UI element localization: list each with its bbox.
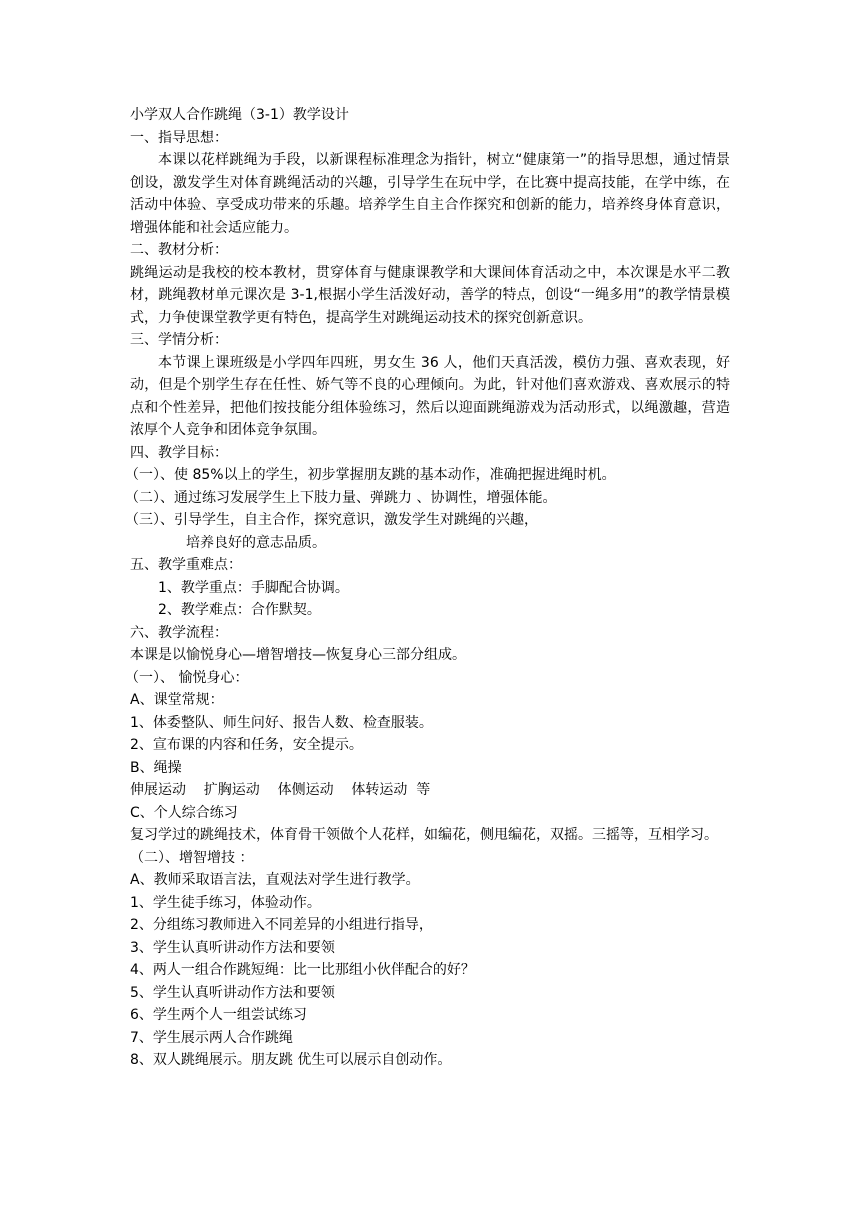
section-heading-teaching-process: 六、教学流程： (130, 624, 228, 641)
section-heading-student-analysis: 三、学情分析： (130, 332, 228, 348)
document-title: 小学双人合作跳绳（3-1）教学设计 (130, 107, 349, 123)
subheading-class-routine: A、课堂常规： (130, 692, 224, 708)
list-item: 7、学生展示两人合作跳绳 (130, 1029, 293, 1046)
list-item: 3、学生认真听讲动作方法和要领 (130, 939, 335, 956)
list-item: 8、双人跳绳展示。朋友跳 优生可以展示自创动作。 (130, 1052, 452, 1068)
section-heading-guiding-ideology: 一、指导思想： (130, 129, 228, 146)
rope-exercise-list: 伸展运动 扩胸运动 体侧运动 体转运动 等 (130, 782, 431, 798)
individual-practice-body: 复习学过的跳绳技术，体育骨干领做个人花样，如编花，侧甩编花，双摇。三摇等，互相学习。 (130, 827, 718, 843)
teaching-goal-2: （二）、通过练习发展学生上下肢力量、弹跳力 、协调性，增强体能。 (125, 489, 557, 506)
section-heading-key-points: 五、教学重难点： (130, 557, 242, 573)
list-item: 1、体委整队、师生问好、报告人数、检查服装。 (130, 714, 433, 731)
list-item: 4、两人一组合作跳短绳：比一比那组小伙伴配合的好？ (130, 962, 475, 978)
part-heading-skill-building: （二）、增智增技 ： (130, 849, 254, 866)
list-item: 1、学生徒手练习，体验动作。 (130, 894, 321, 911)
subheading-rope-exercise: B、绳操 (130, 759, 182, 776)
teaching-goal-1: （一）、使 85%以上的学生，初步掌握朋友跳的基本动作，准确把握进绳时机。 (125, 467, 616, 483)
section-heading-material-analysis: 二、教材分析： (130, 242, 228, 258)
section-body-material-analysis: 跳绳运动是我校的校本教材，贯穿体育与健康课教学和大课间体育活动之中，本次课是水平二教材，跳绳教材单元课次是 3-1,根据小学生活泼好动，善学的特点，创设“一绳多用”的教学情景模式，力争使课堂教学更有特色，提高学生对跳绳运动技术的探究创新意识。 (130, 264, 730, 326)
list-item: 5、学生认真听讲动作方法和要领 (130, 984, 335, 1001)
list-item: 2、分组练习教师进入不同差异的小组进行指导， (130, 917, 433, 933)
subheading-teaching-method: A、教师采取语言法，直观法对学生进行教学。 (130, 872, 420, 888)
teaching-goal-3: （三）、引导学生，自主合作，探究意识，激发学生对跳绳的兴趣， (125, 512, 538, 528)
list-item: 6、学生两个人一组尝试练习 (130, 1007, 307, 1023)
document-page (125, 104, 730, 1072)
difficulty-item: 2、教学难点：合作默契。 (158, 602, 321, 618)
key-point-item: 1、教学重点：手脚配合协调。 (158, 579, 349, 596)
section-heading-teaching-goals: 四、教学目标： (130, 444, 228, 461)
list-item: 2、宣布课的内容和任务，安全提示。 (130, 737, 363, 753)
teaching-goal-3-continued: 培养良好的意志品质。 (186, 534, 326, 551)
teaching-process-intro: 本课是以愉悦身心—增智增技—恢复身心三部分组成。 (130, 647, 466, 663)
section-body-student-analysis: 本节课上课班级是小学四年四班，男女生 36 人，他们天真活泼，模仿力强、喜欢表现，好动，但是个别学生存在任性、娇气等不良的心理倾向。为此，针对他们喜欢游戏、喜欢展示的特点和个性差异，把他们按技能分组体验练习，然后以迎面跳绳游戏为活动形式，以绳激趣，营造浓厚个人竞争和团体竞争氛围。 (130, 354, 730, 438)
section-body-guiding-ideology: 本课以花样跳绳为手段，以新课程标准理念为指针，树立“健康第一”的指导思想，通过情景创设，激发学生对体育跳绳活动的兴趣，引导学生在玩中学，在比赛中提高技能，在学中练，在活动中体验、享受成功带来的乐趣。培养学生自主合作探究和创新的能力，培养终身体育意识，增强体能和社会适应能力。 (130, 152, 730, 236)
part-heading-pleasant-body: （一）、 愉悦身心： (125, 669, 249, 686)
subheading-individual-practice: C、个人综合练习 (130, 804, 238, 821)
